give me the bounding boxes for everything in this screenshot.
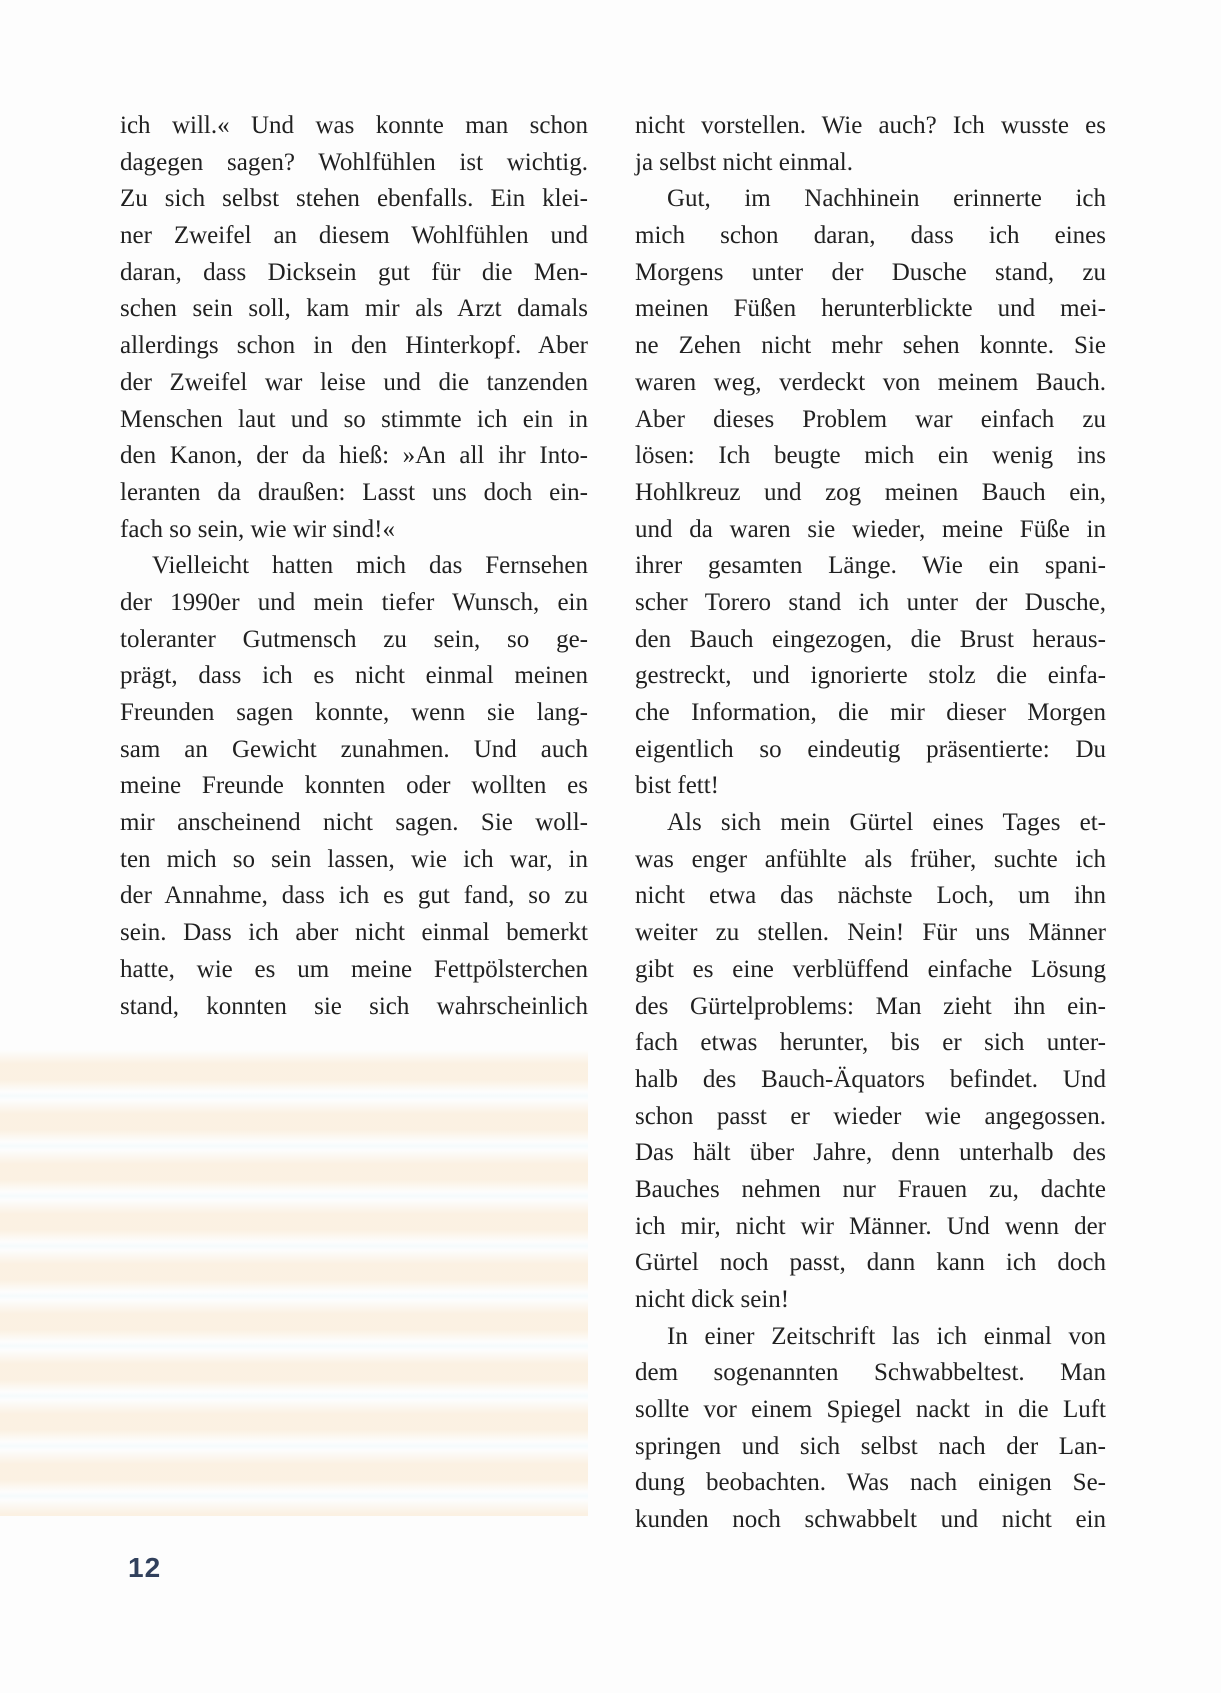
text-line: toleranter Gutmensch zu sein, so ge- xyxy=(120,625,588,653)
text-line: ich will.« Und was konnte man schon xyxy=(120,112,588,139)
text-line: Freunden sagen konnte, wenn sie lang- xyxy=(120,699,588,726)
text-line: kunden noch schwabbelt und nicht ein xyxy=(635,1506,1106,1534)
text-line: der Zweifel war leise und die tanzenden xyxy=(120,368,588,396)
text-line: Zu sich selbst stehen ebenfalls. Ein klei- xyxy=(120,185,588,213)
text-line: bist fett! xyxy=(635,772,720,800)
text-line: Vielleicht hatten mich das Fernsehen xyxy=(152,552,588,580)
text-line: prägt, dass ich es nicht einmal meinen xyxy=(120,662,588,690)
text-line: sein. Dass ich aber nicht einmal bemerkt xyxy=(120,919,588,947)
text-line: Gürtel noch passt, dann kann ich doch xyxy=(635,1249,1106,1277)
text-line: stand, konnten sie sich wahrscheinlich xyxy=(120,992,588,1020)
text-line: waren weg, verdeckt von meinem Bauch. xyxy=(635,368,1106,396)
text-line: eigentlich so eindeutig präsentierte: Du xyxy=(635,735,1106,763)
text-line: gibt es eine verblüffend einfache Lösung xyxy=(635,955,1106,983)
text-line: Das hält über Jahre, denn unterhalb des xyxy=(635,1139,1106,1167)
text-line: hatte, wie es um meine Fettpölsterchen xyxy=(120,955,588,983)
text-line: der Annahme, dass ich es gut fand, so zu xyxy=(120,882,588,910)
text-line: ne Zehen nicht mehr sehen konnte. Sie xyxy=(635,332,1106,360)
text-line: nicht vorstellen. Wie auch? Ich wusste es xyxy=(635,112,1106,139)
text-line: ner Zweifel an diesem Wohlfühlen und xyxy=(120,222,588,250)
text-line: den Kanon, der da hieß: »An all ihr Into- xyxy=(120,442,588,470)
text-line: springen und sich selbst nach der Lan- xyxy=(635,1432,1106,1460)
text-line: fach so sein, wie wir sind!« xyxy=(120,515,395,543)
text-line: che Information, die mir dieser Morgen xyxy=(635,699,1106,726)
text-line: gestreckt, und ignorierte stolz die einfa- xyxy=(635,662,1106,690)
text-line: nicht etwa das nächste Loch, um ihn xyxy=(635,882,1106,910)
text-line: In einer Zeitschrift las ich einmal von xyxy=(667,1322,1106,1350)
text-line: den Bauch eingezogen, die Brust heraus- xyxy=(635,625,1106,653)
text-line: schon passt er wieder wie angegossen. xyxy=(635,1102,1106,1130)
text-column-left xyxy=(120,108,588,1025)
text-line: leranten da draußen: Lasst uns doch ein- xyxy=(120,478,588,506)
text-line: sollte vor einem Spiegel nackt in die Luft xyxy=(635,1396,1106,1424)
scan-highlight-stripes xyxy=(0,1050,588,1516)
text-column-right xyxy=(635,108,1106,1539)
text-line: was enger anfühlte als früher, suchte ich xyxy=(635,845,1106,873)
text-line: dung beobachten. Was nach einigen Se- xyxy=(635,1469,1106,1497)
text-line: mich schon daran, dass ich eines xyxy=(635,222,1106,250)
text-line: Menschen laut und so stimmte ich ein in xyxy=(120,405,588,433)
text-line: Morgens unter der Dusche stand, zu xyxy=(635,258,1106,286)
text-line: lösen: Ich beugte mich ein wenig ins xyxy=(635,442,1106,470)
text-line: und da waren sie wieder, meine Füße in xyxy=(635,515,1106,543)
text-line: Gut, im Nachhinein erinnerte ich xyxy=(667,185,1106,213)
text-line: nicht dick sein! xyxy=(635,1286,790,1313)
text-line: meinen Füßen herunterblickte und mei- xyxy=(635,295,1106,323)
text-line: dem sogenannten Schwabbeltest. Man xyxy=(635,1359,1106,1387)
text-line: Als sich mein Gürtel eines Tages et- xyxy=(667,809,1106,837)
text-line: meine Freunde konnten oder wollten es xyxy=(120,772,588,800)
text-line: halb des Bauch-Äquators befindet. Und xyxy=(635,1065,1106,1093)
text-line: fach etwas herunter, bis er sich unter- xyxy=(635,1029,1106,1057)
page-number: 12 xyxy=(128,1552,162,1583)
text-line: Aber dieses Problem war einfach zu xyxy=(635,405,1106,433)
text-line: Hohlkreuz und zog meinen Bauch ein, xyxy=(635,478,1106,506)
text-line: scher Torero stand ich unter der Dusche, xyxy=(635,588,1106,616)
text-line: ihrer gesamten Länge. Wie ein spani- xyxy=(635,552,1106,580)
text-line: Bauches nehmen nur Frauen zu, dachte xyxy=(635,1175,1106,1203)
text-line: schen sein soll, kam mir als Arzt damals xyxy=(120,295,588,323)
text-line: ich mir, nicht wir Männer. Und wenn der xyxy=(635,1212,1106,1240)
text-line: ja selbst nicht einmal. xyxy=(635,148,854,176)
text-line: ten mich so sein lassen, wie ich war, in xyxy=(120,845,588,873)
text-line: sam an Gewicht zunahmen. Und auch xyxy=(120,735,588,763)
text-line: mir anscheinend nicht sagen. Sie woll- xyxy=(120,809,588,837)
text-line: dagegen sagen? Wohlfühlen ist wichtig. xyxy=(120,148,588,176)
text-line: daran, dass Dicksein gut für die Men- xyxy=(120,258,588,286)
text-line: allerdings schon in den Hinterkopf. Aber xyxy=(120,332,588,360)
text-line: weiter zu stellen. Nein! Für uns Männer xyxy=(635,919,1106,947)
text-line: der 1990er und mein tiefer Wunsch, ein xyxy=(120,588,588,616)
text-line: des Gürtelproblems: Man zieht ihn ein- xyxy=(635,992,1106,1020)
